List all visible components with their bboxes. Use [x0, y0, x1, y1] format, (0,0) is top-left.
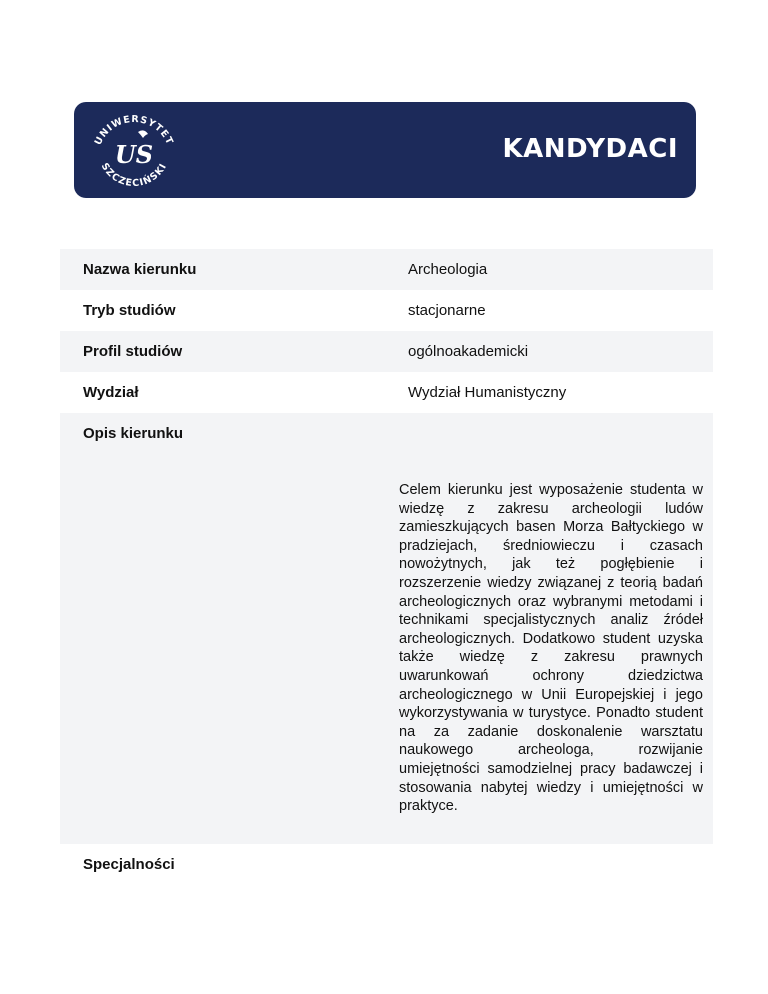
description-label: Opis kierunku — [83, 425, 184, 442]
svg-text:UNIWERSYTET: UNIWERSYTET — [92, 113, 176, 147]
field-value: Archeologia — [408, 261, 488, 278]
field-label: Tryb studiów — [83, 302, 176, 319]
field-label: Profil studiów — [83, 343, 183, 360]
program-info-table — [60, 249, 713, 884]
header-banner — [74, 102, 696, 198]
field-row-profile — [60, 331, 713, 372]
field-row-faculty — [60, 372, 713, 413]
specializations-label: Specjalności — [83, 856, 175, 873]
university-logo — [84, 106, 184, 196]
field-label: Wydział — [83, 384, 139, 401]
description-text: Celem kierunku jest wyposażenie studenta w wiedzę z zakresu archeologii ludów zamieszkujących basen Morza Bałtyckiego w pradziejach, średniowieczu i czasach nowożytnych, jak też pogłębienie i rozszerzenie wiedzy związanej z teorią badań archeologicznych oraz wybranymi metodami i technikami specjalistycznych analiz źródeł archeologicznych. Dodatkowo student uzyska także wiedzę z zakresu prawnych uwarunkowań ochrony dziedzictwa archeologicznego w Unii Europejskiej i jego wykorzystywania w turystyce. Ponadto student na za zadanie doskonalenie warsztatu naukowego archeologa, rozwijanie umiejętności samodzielnej pracy badawczej i stosowania nabytej wiedzy i umiejętności w praktyce. — [399, 482, 703, 815]
field-value: Wydział Humanistyczny — [408, 384, 567, 401]
page-title: KANDYDACI — [502, 134, 678, 164]
field-label: Nazwa kierunku — [83, 261, 197, 278]
svg-text:SZCZECIŃSKI: SZCZECIŃSKI — [98, 161, 170, 190]
field-value: stacjonarne — [408, 302, 486, 319]
field-value: ogólnoakademicki — [408, 343, 529, 360]
field-row-description — [60, 413, 713, 844]
field-row-mode — [60, 290, 713, 331]
svg-text:US: US — [114, 140, 154, 169]
field-row-name — [60, 249, 713, 290]
field-row-specializations — [60, 844, 713, 884]
